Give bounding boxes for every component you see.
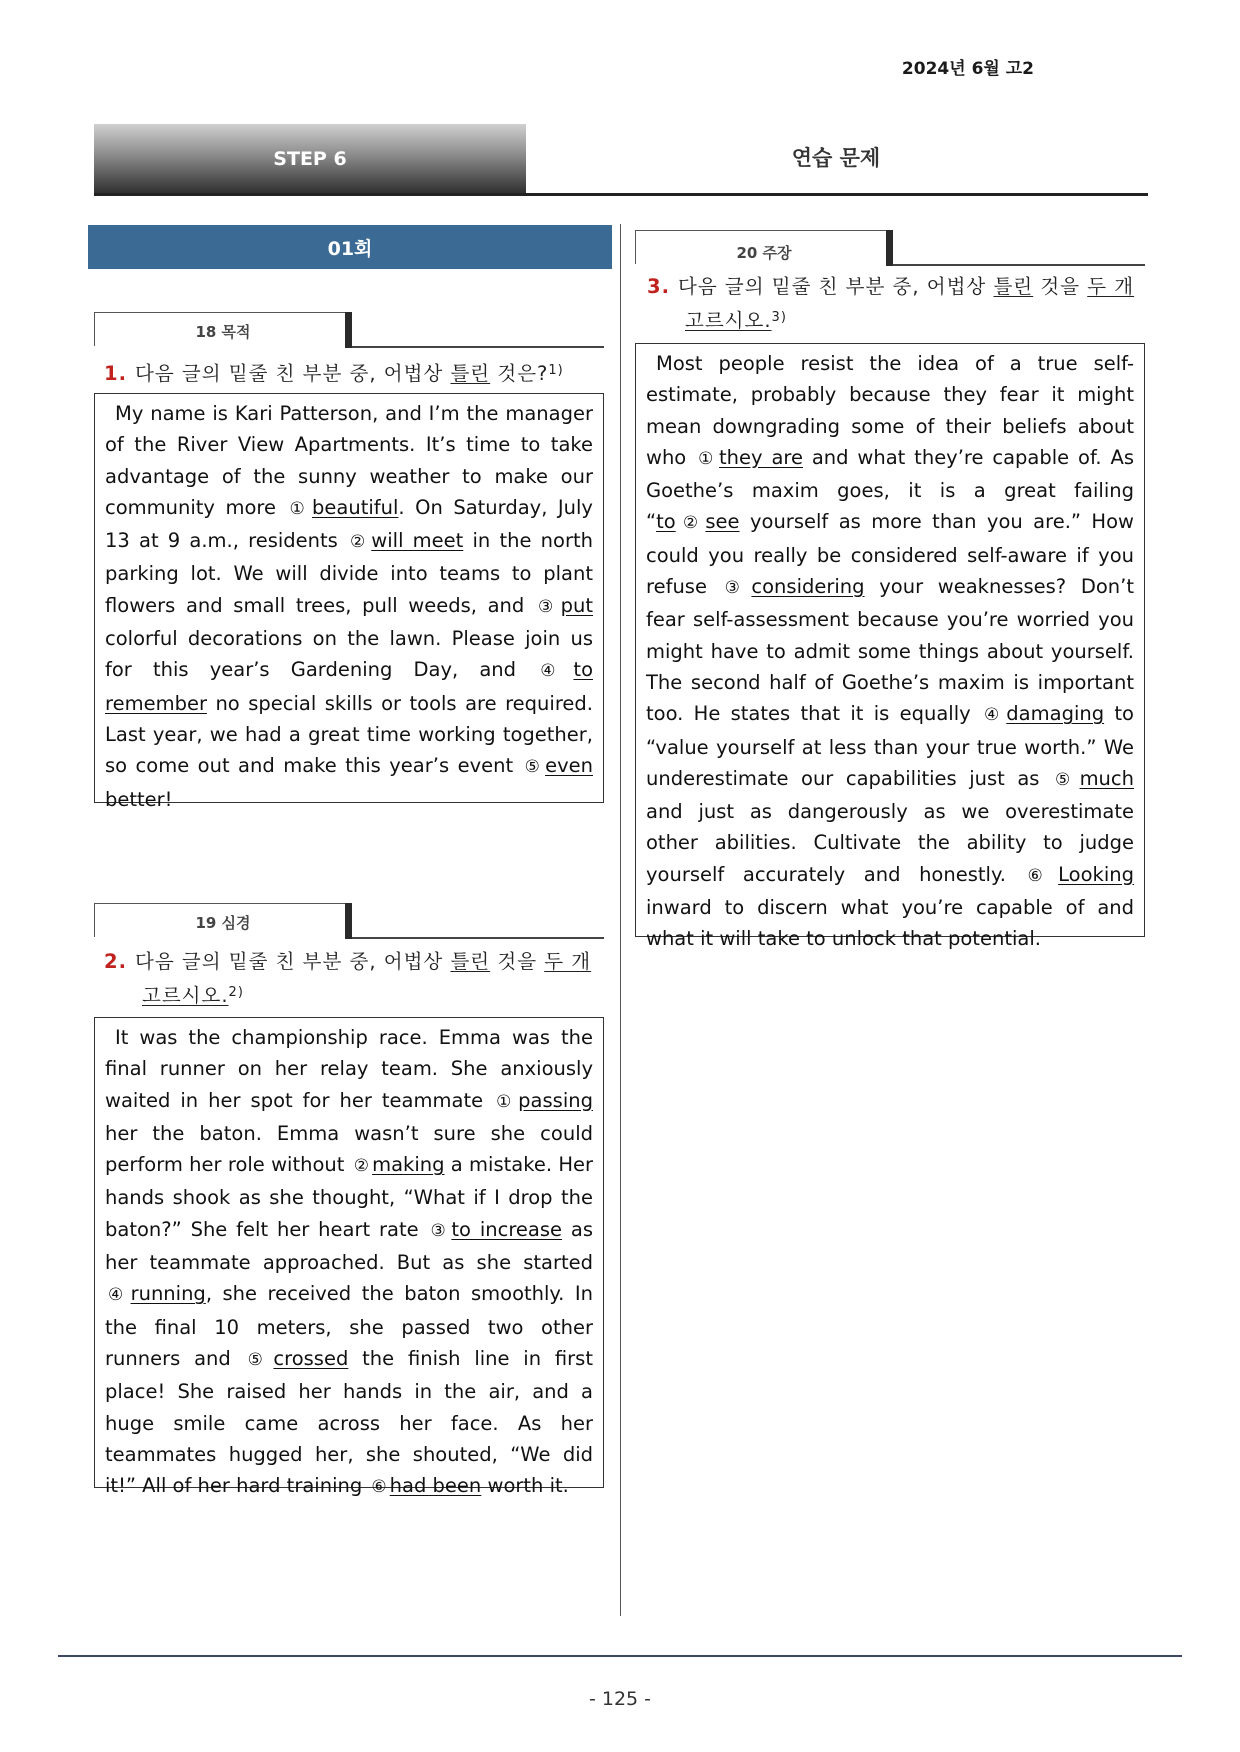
header-divider <box>94 193 1148 196</box>
question-3-number: 3. <box>647 275 670 298</box>
underlined-option-1: passing <box>518 1088 593 1112</box>
question-2-prompt: 2. 다음 글의 밑줄 친 부분 중, 어법상 틀린 것을 두 개 고르시오.$^{2)}$ <box>104 950 592 1007</box>
underlined-option-1: beautiful <box>312 495 399 519</box>
question-3-tab <box>635 230 1145 266</box>
question-2-tab <box>94 903 604 939</box>
footer-divider <box>58 1655 1182 1657</box>
underlined-option-4: damaging <box>1006 702 1105 726</box>
underlined-option-2b: see <box>705 510 740 534</box>
question-1-category: 18 목적 <box>195 323 251 341</box>
column-divider <box>620 224 621 1616</box>
question-1-number: 1. <box>104 362 127 385</box>
underlined-option-5: crossed <box>273 1346 349 1370</box>
question-3-passage: Most people resist the idea of a true self-estimate, probably because they fear it might mean downgrading some of their beliefs about who ① they are and what they’re capable of. As Goethe’s maxim goes, it is a great failing “to ② see yourself as more than you are.” How could you really be considered self-aware if you refuse ③ considering your weaknesses? Don’t fear self-assessment because you’re worried you might have to admit some things about yourself. The second half of Goethe’s maxim is important too. He states that it is equally ④ damaging to “value yourself at less than your true worth.” We underestimate our capabilities just as ⑤ much and just as dangerously as we overestimate other abilities. Cultivate the ability to judge yourself accurately and honestly. ⑥ Looking inward to discern what you’re capable of and what it will take to unlock that potential. <box>635 343 1145 937</box>
underlined-option-4: to remember <box>105 658 593 715</box>
underlined-option-3: considering <box>751 575 865 599</box>
question-2-number: 2. <box>104 950 127 973</box>
underlined-option-5: even <box>545 754 593 778</box>
question-3-category: 20 주장 <box>736 244 792 262</box>
underlined-option-3: put <box>560 593 594 617</box>
question-1-passage: My name is Kari Patterson, and I’m the manager of the River View Apartments. It’s time to take advantage of the sunny weather to make our community more ① beautiful. On Saturday, July 13 at 9 a.m., residents ② will meet in the north parking lot. We will divide into teams to plant flowers and small trees, pull weeds, and ③ put colorful decorations on the lawn. Please join us for this year’s Gardening Day, and ④ to remember no special skills or tools are required. Last year, we had a great time working together, so come out and make this year’s event ⑤ even better! <box>94 393 604 803</box>
page-number: - 125 - <box>588 1688 652 1710</box>
underlined-option-2a: to <box>656 510 676 534</box>
question-1-prompt: 1. 다음 글의 밑줄 친 부분 중, 어법상 틀린 것은?$^{1)}$ <box>104 362 564 385</box>
underlined-option-2: making <box>372 1153 445 1177</box>
question-2-passage: It was the championship race. Emma was the final runner on her relay team. She anxiously waited in her spot for her teammate ① passing her the baton. Emma wasn’t sure she could perform her role without ② making a mistake. Her hands shook as she thought, “What if I drop the baton?” She felt her heart rate ③ to increase as her teammate approached. But as she started ④ running, she received the baton smoothly. In the final 10 meters, she passed two other runners and ⑤ crossed the finish line in first place! She raised her hands in the air, and a huge smile came across her face. As her teammates hugged her, she shouted, “We did it!” All of her hard training ⑥ had been worth it. <box>94 1017 604 1488</box>
footnote-ref: 2) <box>228 985 244 1000</box>
underlined-option-6: Looking <box>1058 862 1134 886</box>
page-title: 연습 문제 <box>791 146 881 170</box>
question-2-category: 19 심경 <box>195 914 251 932</box>
question-3-prompt: 3. 다음 글의 밑줄 친 부분 중, 어법상 틀린 것을 두 개 고르시오.$^{3)}$ <box>647 275 1135 332</box>
underlined-option-6: had been <box>389 1474 482 1498</box>
round-label: 01회 <box>88 225 612 269</box>
underlined-option-1: they are <box>719 445 803 469</box>
question-1-tab <box>94 312 604 348</box>
footnote-ref: 3) <box>771 310 787 325</box>
footnote-ref: 1) <box>548 363 564 378</box>
underlined-option-2: will meet <box>371 529 464 553</box>
underlined-option-3: to increase <box>451 1217 563 1241</box>
underlined-option-4: running <box>130 1282 206 1306</box>
step-label: STEP 6 <box>94 124 526 194</box>
underlined-option-5: much <box>1079 766 1134 790</box>
exam-date-label: 2024년 6월 고2 <box>901 59 1034 79</box>
